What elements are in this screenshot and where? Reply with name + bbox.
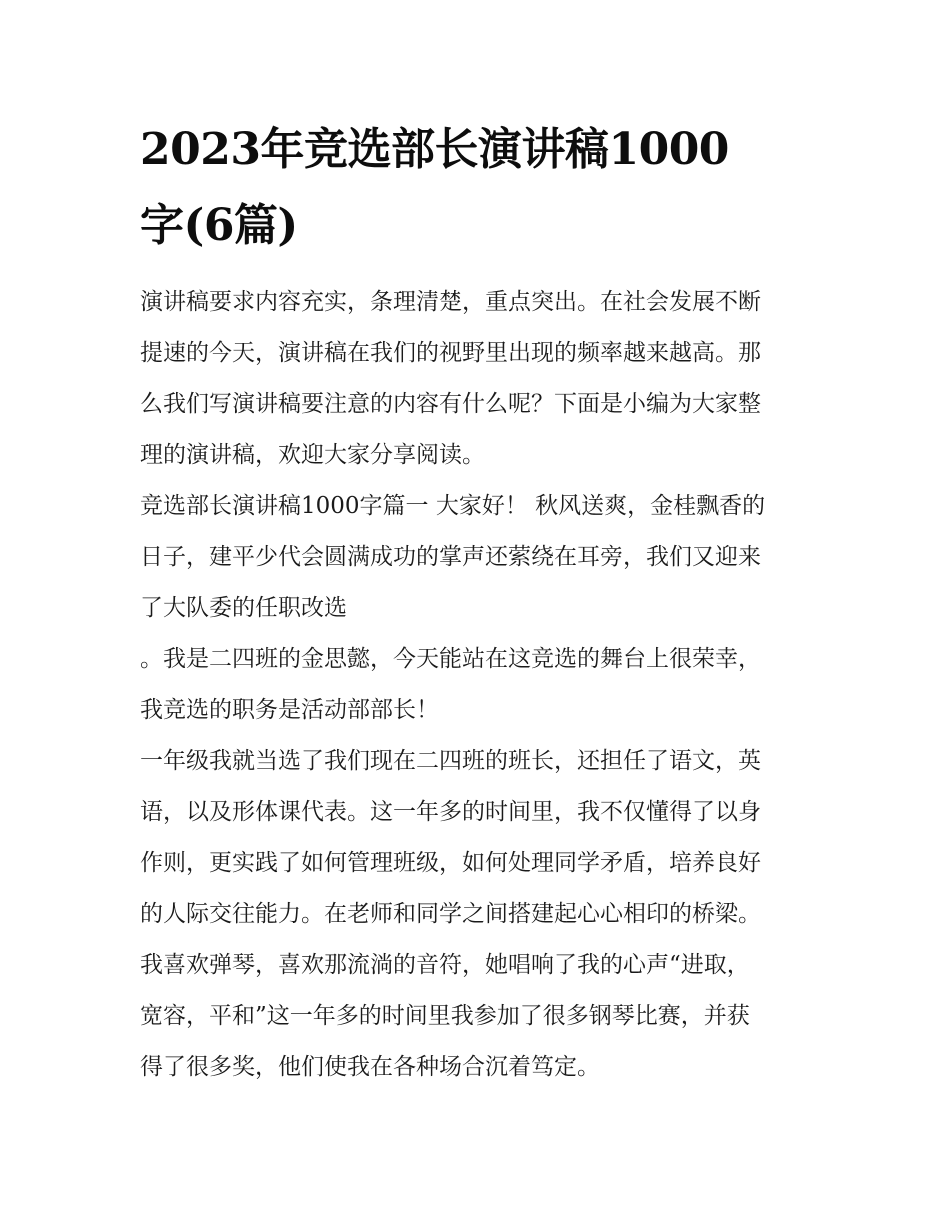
body-line: 了大队委的任职改选 <box>140 595 347 621</box>
body-line: 的人际交往能力。在老师和同学之间搭建起心心相印的桥梁。 <box>140 901 761 927</box>
body-line: 我喜欢弹琴，喜欢那流淌的音符，她唱响了我的心声“进取， <box>140 952 750 978</box>
body-line: 日子，建平少代会圆满成功的掌声还萦绕在耳旁，我们又迎来 <box>140 544 761 570</box>
body-line: 竞选部长演讲稿1000字篇一 大家好！ 秋风送爽，金桂飘香的 <box>140 493 766 519</box>
body-line: 我竞选的职务是活动部部长！ <box>140 697 439 723</box>
body-line: 理的演讲稿，欢迎大家分享阅读。 <box>140 442 485 468</box>
body-line: 语，以及形体课代表。这一年多的时间里，我不仅懂得了以身 <box>140 799 761 825</box>
title-line: 2023年竞选部长演讲稿1000 <box>140 124 729 175</box>
body-line: 作则，更实践了如何管理班级，如何处理同学矛盾，培养良好 <box>140 850 761 876</box>
body-line: 提速的今天，演讲稿在我们的视野里出现的频率越来越高。那 <box>140 340 761 366</box>
body-line: 演讲稿要求内容充实，条理清楚，重点突出。在社会发展不断 <box>140 289 761 315</box>
body-line: 得了很多奖，他们使我在各种场合沉着笃定。 <box>140 1054 600 1080</box>
body-line: 。我是二四班的金思懿，今天能站在这竞选的舞台上很荣幸， <box>140 646 761 672</box>
document-title <box>140 112 820 264</box>
title-line: 字(6篇) <box>140 200 298 251</box>
body-line: 一年级我就当选了我们现在二四班的班长，还担任了语文，英 <box>140 748 761 774</box>
document-body <box>140 277 820 1093</box>
body-line: 宽容，平和”这一年多的时间里我参加了很多钢琴比赛，并获 <box>140 1003 750 1029</box>
body-line: 么我们写演讲稿要注意的内容有什么呢？下面是小编为大家整 <box>140 391 761 417</box>
